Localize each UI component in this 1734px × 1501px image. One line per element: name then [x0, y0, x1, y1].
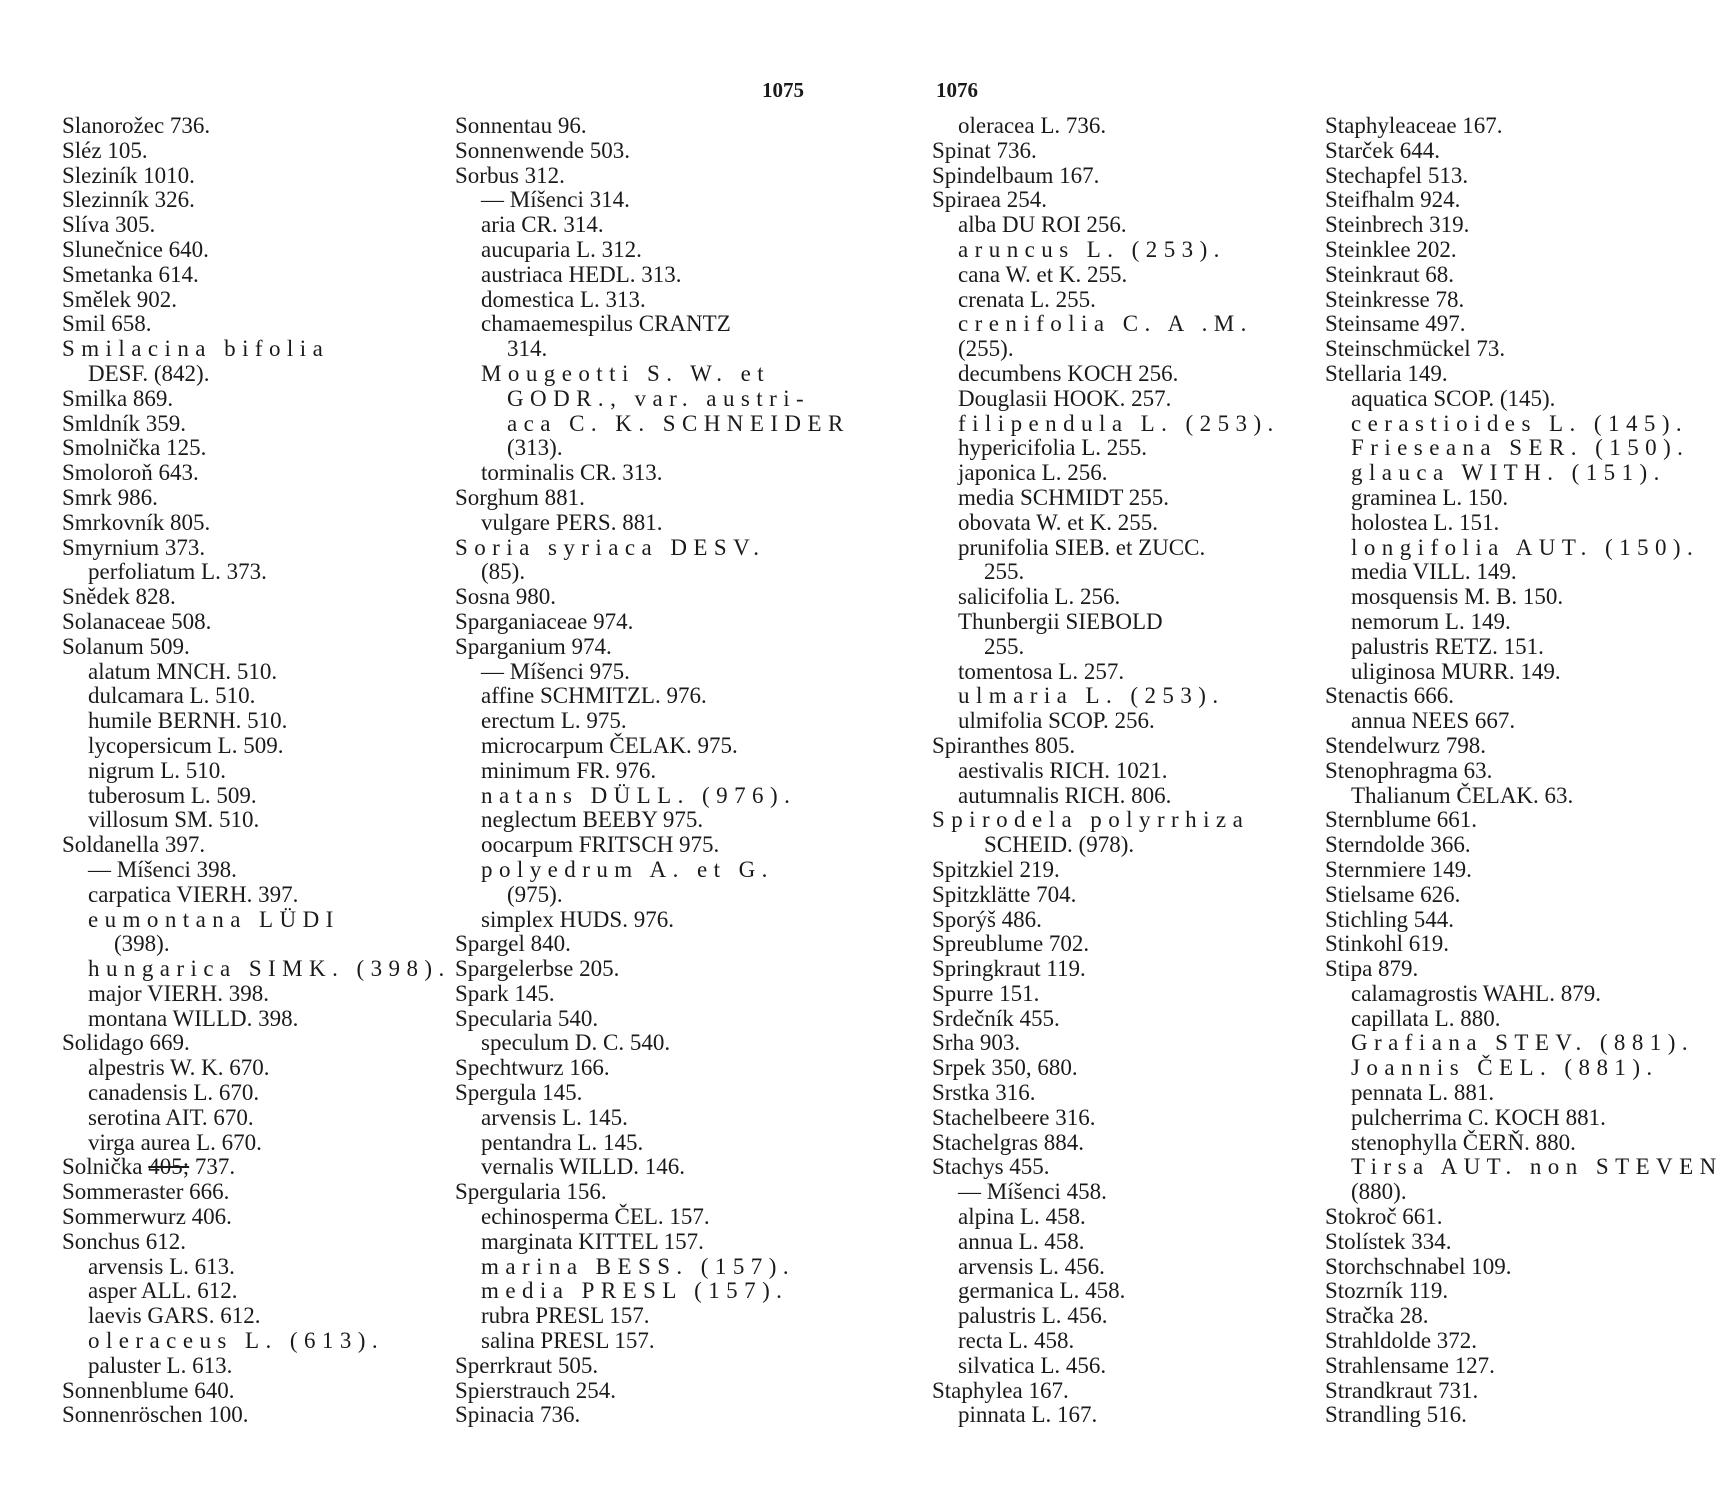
- index-entry: hungarica SIMK. (398).: [88, 956, 451, 982]
- index-entry: Sléz 105.: [62, 137, 148, 163]
- index-entry: oleraceus L. (613).: [88, 1328, 385, 1354]
- index-entry: cana W. et K. 255.: [958, 261, 1128, 287]
- index-entry: Stenophragma 63.: [1325, 757, 1493, 783]
- index-entry: japonica L. 256.: [958, 460, 1108, 486]
- index-entry: Spiranthes 805.: [932, 732, 1076, 758]
- index-entry: Steinsame 497.: [1325, 311, 1466, 337]
- index-entry: annua L. 458.: [958, 1228, 1085, 1254]
- index-entry: Slunečnice 640.: [62, 236, 209, 262]
- index-entry: Srpek 350, 680.: [932, 1055, 1078, 1081]
- index-entry: longifolia AUT. (150).: [1351, 534, 1700, 560]
- index-entry: Smilacina bifolia: [62, 336, 330, 362]
- index-entry: Steinklee 202.: [1325, 236, 1457, 262]
- index-entry: Sosna 980.: [455, 584, 556, 610]
- index-entry: (880).: [1351, 1179, 1407, 1205]
- index-entry: marginata KITTEL 157.: [481, 1228, 704, 1254]
- index-entry: silvatica L. 456.: [958, 1352, 1107, 1378]
- index-entry: Spargelerbse 205.: [455, 956, 620, 982]
- index-entry: Spitzklätte 704.: [932, 881, 1077, 907]
- index-entry: montana WILLD. 398.: [88, 1005, 299, 1031]
- index-entry: arvensis L. 456.: [958, 1253, 1105, 1279]
- index-entry: Slezinník 326.: [62, 187, 195, 213]
- index-entry: DESF. (842).: [88, 360, 210, 386]
- index-entry: Staphylea 167.: [932, 1377, 1069, 1403]
- index-entry: aca C. K. SCHNEIDER: [507, 410, 850, 436]
- index-entry: Stokroč 661.: [1325, 1204, 1443, 1230]
- index-entry: Sparganiaceae 974.: [455, 608, 634, 634]
- index-entry: alatum MNCH. 510.: [88, 658, 278, 684]
- index-entry: Steinbrech 319.: [1325, 212, 1470, 238]
- index-entry: Smetanka 614.: [62, 261, 199, 287]
- index-entry: Stellaria 149.: [1325, 360, 1448, 386]
- index-entry: cerastioides L. (145).: [1351, 410, 1689, 436]
- index-entry: erectum L. 975.: [481, 708, 627, 734]
- index-entry: crenata L. 255.: [958, 286, 1096, 312]
- index-entry: arvensis L. 613.: [88, 1253, 235, 1279]
- index-entry: 314.: [507, 336, 548, 362]
- index-entry: Srstka 316.: [932, 1080, 1036, 1106]
- index-entry: (975).: [507, 881, 563, 907]
- index-entry: Smil 658.: [62, 311, 152, 337]
- index-entry: aquatica SCOP. (145).: [1351, 385, 1556, 411]
- index-entry: Sperrkraut 505.: [455, 1352, 599, 1378]
- index-entry: Smělek 902.: [62, 286, 177, 312]
- index-entry: Stipa 879.: [1325, 956, 1419, 982]
- index-entry: Sleziník 1010.: [62, 162, 195, 188]
- index-entry: Sommeraster 666.: [62, 1179, 230, 1205]
- index-entry: Spurre 151.: [932, 980, 1040, 1006]
- index-entry: Stachelbeere 316.: [932, 1104, 1096, 1130]
- index-entry: Smldník 359.: [62, 410, 186, 436]
- index-entry: Sonnenröschen 100.: [62, 1402, 249, 1428]
- index-column-1: [62, 113, 451, 1428]
- index-entry: pinnata L. 167.: [958, 1402, 1098, 1428]
- index-entry: Sternblume 661.: [1325, 807, 1478, 833]
- index-entry: Solanum 509.: [62, 633, 190, 659]
- index-entry: perfoliatum L. 373.: [88, 559, 267, 585]
- index-entry: Spirodela polyrrhiza: [932, 807, 1250, 833]
- index-entry: Spechtwurz 166.: [455, 1055, 610, 1081]
- index-entry: Smrk 986.: [62, 484, 158, 510]
- index-entry: tomentosa L. 257.: [958, 658, 1125, 684]
- page-number-left: 1075: [762, 78, 804, 102]
- struck-page-number: 405;: [148, 1154, 190, 1180]
- index-entry: calamagrostis WAHL. 879.: [1351, 980, 1601, 1006]
- index-entry: Joannis ČEL. (881).: [1351, 1055, 1659, 1081]
- index-entry: Srdečník 455.: [932, 1005, 1060, 1031]
- index-entry: Sonnenblume 640.: [62, 1377, 235, 1403]
- index-entry: marina BESS. (157).: [481, 1253, 796, 1279]
- index-entry: obovata W. et K. 255.: [958, 509, 1158, 535]
- index-entry: rubra PRESL 157.: [481, 1303, 650, 1329]
- index-entry: Sorbus 312.: [455, 162, 565, 188]
- index-entry: Spergula 145.: [455, 1080, 583, 1106]
- index-entry: Steinkresse 78.: [1325, 286, 1465, 312]
- index-entry: serotina AIT. 670.: [88, 1104, 254, 1130]
- index-entry: ulmaria L. (253).: [958, 683, 1225, 709]
- index-entry: — Míšenci 314.: [481, 187, 630, 213]
- index-entry: domestica L. 313.: [481, 286, 646, 312]
- index-entry: media VILL. 149.: [1351, 559, 1517, 585]
- index-entry: alba DU ROI 256.: [958, 212, 1127, 238]
- index-entry: Steinkraut 68.: [1325, 261, 1455, 287]
- index-entry: Stozrník 119.: [1325, 1278, 1449, 1304]
- index-entry: Smilka 869.: [62, 385, 174, 411]
- index-entry: vulgare PERS. 881.: [481, 509, 663, 535]
- index-entry: carpatica VIERH. 397.: [88, 881, 299, 907]
- index-entry: Spark 145.: [455, 980, 555, 1006]
- index-entry: austriaca HEDL. 313.: [481, 261, 682, 287]
- index-entry: lycopersicum L. 509.: [88, 732, 284, 758]
- index-entry: Strahldolde 372.: [1325, 1328, 1478, 1354]
- index-entry: filipendula L. (253).: [958, 410, 1280, 436]
- index-entry: SCHEID. (978).: [984, 832, 1135, 858]
- index-entry: GODR., var. austri-: [507, 385, 811, 411]
- index-entry: pentandra L. 145.: [481, 1129, 644, 1155]
- index-entry: palustris RETZ. 151.: [1351, 633, 1544, 659]
- index-entry: Sporýš 486.: [932, 906, 1042, 932]
- index-entry: Spargel 840.: [455, 931, 571, 957]
- index-entry: pennata L. 881.: [1351, 1080, 1495, 1106]
- index-entry: Springkraut 119.: [932, 956, 1086, 982]
- index-entry: Strandling 516.: [1325, 1402, 1467, 1428]
- index-entry: Smyrnium 373.: [62, 534, 206, 560]
- index-entry: Snědek 828.: [62, 584, 176, 610]
- index-entry: graminea L. 150.: [1351, 484, 1509, 510]
- index-entry: (398).: [114, 931, 170, 957]
- index-entry: pulcherrima C. KOCH 881.: [1351, 1104, 1606, 1130]
- index-entry: polyedrum A. et G.: [481, 856, 774, 882]
- index-entry: crenifolia C. A .M.: [958, 311, 1253, 337]
- index-entry: Soria syriaca DESV.: [455, 534, 766, 560]
- index-entry: Spindelbaum 167.: [932, 162, 1100, 188]
- index-entry: Stielsame 626.: [1325, 881, 1461, 907]
- index-entry: Staphyleaceae 167.: [1325, 113, 1503, 138]
- index-entry: Slíva 305.: [62, 212, 156, 238]
- index-entry: aruncus L. (253).: [958, 236, 1226, 262]
- index-entry: — Míšenci 975.: [481, 658, 630, 684]
- index-entry: Thalianum ČELAK. 63.: [1351, 782, 1574, 808]
- index-entry: microcarpum ČELAK. 975.: [481, 732, 738, 758]
- index-entry: mosquensis M. B. 150.: [1351, 584, 1564, 610]
- index-entry: Grafiana STEV. (881).: [1351, 1030, 1695, 1056]
- index-entry: glauca WITH. (151).: [1351, 460, 1666, 486]
- index-entry: annua NEES 667.: [1351, 708, 1516, 734]
- index-entry: villosum SM. 510.: [88, 807, 260, 833]
- index-entry: torminalis CR. 313.: [481, 460, 663, 486]
- index-entry: hypericifolia L. 255.: [958, 435, 1148, 461]
- index-entry: Sonnentau 96.: [455, 113, 587, 138]
- index-entry: aria CR. 314.: [481, 212, 604, 238]
- index-entry: Spierstrauch 254.: [455, 1377, 616, 1403]
- index-entry: Storchschnabel 109.: [1325, 1253, 1512, 1279]
- index-entry: Steifhalm 924.: [1325, 187, 1461, 213]
- index-entry: tuberosum L. 509.: [88, 782, 257, 808]
- index-entry: Sorghum 881.: [455, 484, 585, 510]
- index-entry: Mougeotti S. W. et: [481, 360, 771, 386]
- index-entry: uliginosa MURR. 149.: [1351, 658, 1561, 684]
- index-entry: Smrkovník 805.: [62, 509, 211, 535]
- index-entry: Stachys 455.: [932, 1154, 1050, 1180]
- index-entry: prunifolia SIEB. et ZUCC.: [958, 534, 1206, 560]
- index-entry: aestivalis RICH. 1021.: [958, 757, 1168, 783]
- index-entry: 255.: [984, 559, 1025, 585]
- index-entry: Smolnička 125.: [62, 435, 207, 461]
- index-entry: echinosperma ČEL. 157.: [481, 1204, 710, 1230]
- index-entry: Tirsa AUT. non STEVEN: [1351, 1154, 1723, 1180]
- index-entry: — Míšenci 458.: [958, 1179, 1107, 1205]
- index-entry: Solanaceae 508.: [62, 608, 212, 634]
- index-entry: Smoloroň 643.: [62, 460, 199, 486]
- index-entry: germanica L. 458.: [958, 1278, 1126, 1304]
- index-entry: speculum D. C. 540.: [481, 1030, 671, 1056]
- index-entry: Stendelwurz 798.: [1325, 732, 1486, 758]
- index-entry: laevis GARS. 612.: [88, 1303, 261, 1329]
- index-entry: Spitzkiel 219.: [932, 856, 1060, 882]
- index-entry: Spinat 736.: [932, 137, 1037, 163]
- index-entry: asper ALL. 612.: [88, 1278, 238, 1304]
- index-entry: simplex HUDS. 976.: [481, 906, 674, 932]
- index-entry: Starček 644.: [1325, 137, 1440, 163]
- index-entry: virga aurea L. 670.: [88, 1129, 262, 1155]
- index-entry: Specularia 540.: [455, 1005, 599, 1031]
- page-number-right: 1076: [936, 78, 978, 102]
- index-entry: vernalis WILLD. 146.: [481, 1154, 685, 1180]
- index-column-2: [455, 113, 850, 1428]
- index-entry: Stenactis 666.: [1325, 683, 1455, 709]
- index-entry: paluster L. 613.: [88, 1352, 233, 1378]
- index-entry: alpina L. 458.: [958, 1204, 1086, 1230]
- index-entry: palustris L. 456.: [958, 1303, 1108, 1329]
- index-entry: Stinkohl 619.: [1325, 931, 1449, 957]
- index-entry: Douglasii HOOK. 257.: [958, 385, 1172, 411]
- index-entry: Stichling 544.: [1325, 906, 1455, 932]
- index-entry: salicifolia L. 256.: [958, 584, 1121, 610]
- index-entry: decumbens KOCH 256.: [958, 360, 1179, 386]
- index-entry: humile BERNH. 510.: [88, 708, 288, 734]
- index-entry: Spinacia 736.: [455, 1402, 581, 1428]
- index-entry: canadensis L. 670.: [88, 1080, 260, 1106]
- index-entry: Strandkraut 731.: [1325, 1377, 1479, 1403]
- index-entry: Spergularia 156.: [455, 1179, 607, 1205]
- index-entry: Sonnenwende 503.: [455, 137, 631, 163]
- index-entry: media PRESL (157).: [481, 1278, 789, 1304]
- index-entry: (255).: [958, 336, 1014, 362]
- index-entry: dulcamara L. 510.: [88, 683, 256, 709]
- index-entry: Stolístek 334.: [1325, 1228, 1452, 1254]
- index-entry: Sommerwurz 406.: [62, 1204, 232, 1230]
- index-entry: Solidago 669.: [62, 1030, 190, 1056]
- index-entry: (313).: [507, 435, 563, 461]
- index-entry: Soldanella 397.: [62, 832, 206, 858]
- index-entry: Solnička 405; 737.: [62, 1154, 236, 1180]
- index-entry: autumnalis RICH. 806.: [958, 782, 1172, 808]
- index-entry: nemorum L. 149.: [1351, 608, 1511, 634]
- index-entry: natans DÜLL. (976).: [481, 782, 797, 808]
- index-entry: arvensis L. 145.: [481, 1104, 628, 1130]
- index-entry: holostea L. 151.: [1351, 509, 1500, 535]
- index-entry: Stachelgras 884.: [932, 1129, 1085, 1155]
- index-entry: oocarpum FRITSCH 975.: [481, 832, 720, 858]
- index-entry: ulmifolia SCOP. 256.: [958, 708, 1155, 734]
- index-entry: media SCHMIDT 255.: [958, 484, 1170, 510]
- index-entry: chamaemespilus CRANTZ: [481, 311, 731, 337]
- index-entry: Frieseana SER. (150).: [1351, 435, 1690, 461]
- index-entry: alpestris W. K. 670.: [88, 1055, 270, 1081]
- index-entry: stenophylla ČERŇ. 880.: [1351, 1129, 1576, 1155]
- index-entry: major VIERH. 398.: [88, 980, 270, 1006]
- index-entry: (85).: [481, 559, 526, 585]
- index-entry: Thunbergii SIEBOLD: [958, 608, 1163, 634]
- index-entry: Sterndolde 366.: [1325, 832, 1471, 858]
- index-entry: Strahlensame 127.: [1325, 1352, 1495, 1378]
- index-entry: aucuparia L. 312.: [481, 236, 642, 262]
- index-entry: Sparganium 974.: [455, 633, 612, 659]
- index-entry: Spiraea 254.: [932, 187, 1047, 213]
- index-entry: salina PRESL 157.: [481, 1328, 655, 1354]
- index-entry: neglectum BEEBY 975.: [481, 807, 704, 833]
- index-column-4: [1325, 113, 1723, 1428]
- index-entry: capillata L. 880.: [1351, 1005, 1501, 1031]
- index-entry: affine SCHMITZL. 976.: [481, 683, 707, 709]
- index-column-3: [932, 114, 1312, 1428]
- index-entry: Slanorožec 736.: [62, 113, 211, 138]
- index-entry: minimum FR. 976.: [481, 757, 657, 783]
- index-entry: Stračka 28.: [1325, 1303, 1429, 1329]
- index-entry: — Míšenci 398.: [88, 856, 237, 882]
- index-entry: Sternmiere 149.: [1325, 856, 1472, 882]
- index-entry: nigrum L. 510.: [88, 757, 226, 783]
- index-entry: Spreublume 702.: [932, 931, 1090, 957]
- index-entry: Stechapfel 513.: [1325, 162, 1469, 188]
- index-entry: 255.: [984, 633, 1025, 659]
- index-entry: Srha 903.: [932, 1030, 1021, 1056]
- index-entry: eumontana LÜDI: [88, 906, 340, 932]
- index-entry: Steinschmückel 73.: [1325, 336, 1506, 362]
- index-entry: oleracea L. 736.: [958, 113, 1107, 138]
- index-entry: Sonchus 612.: [62, 1228, 186, 1254]
- index-entry: recta L. 458.: [958, 1328, 1075, 1354]
